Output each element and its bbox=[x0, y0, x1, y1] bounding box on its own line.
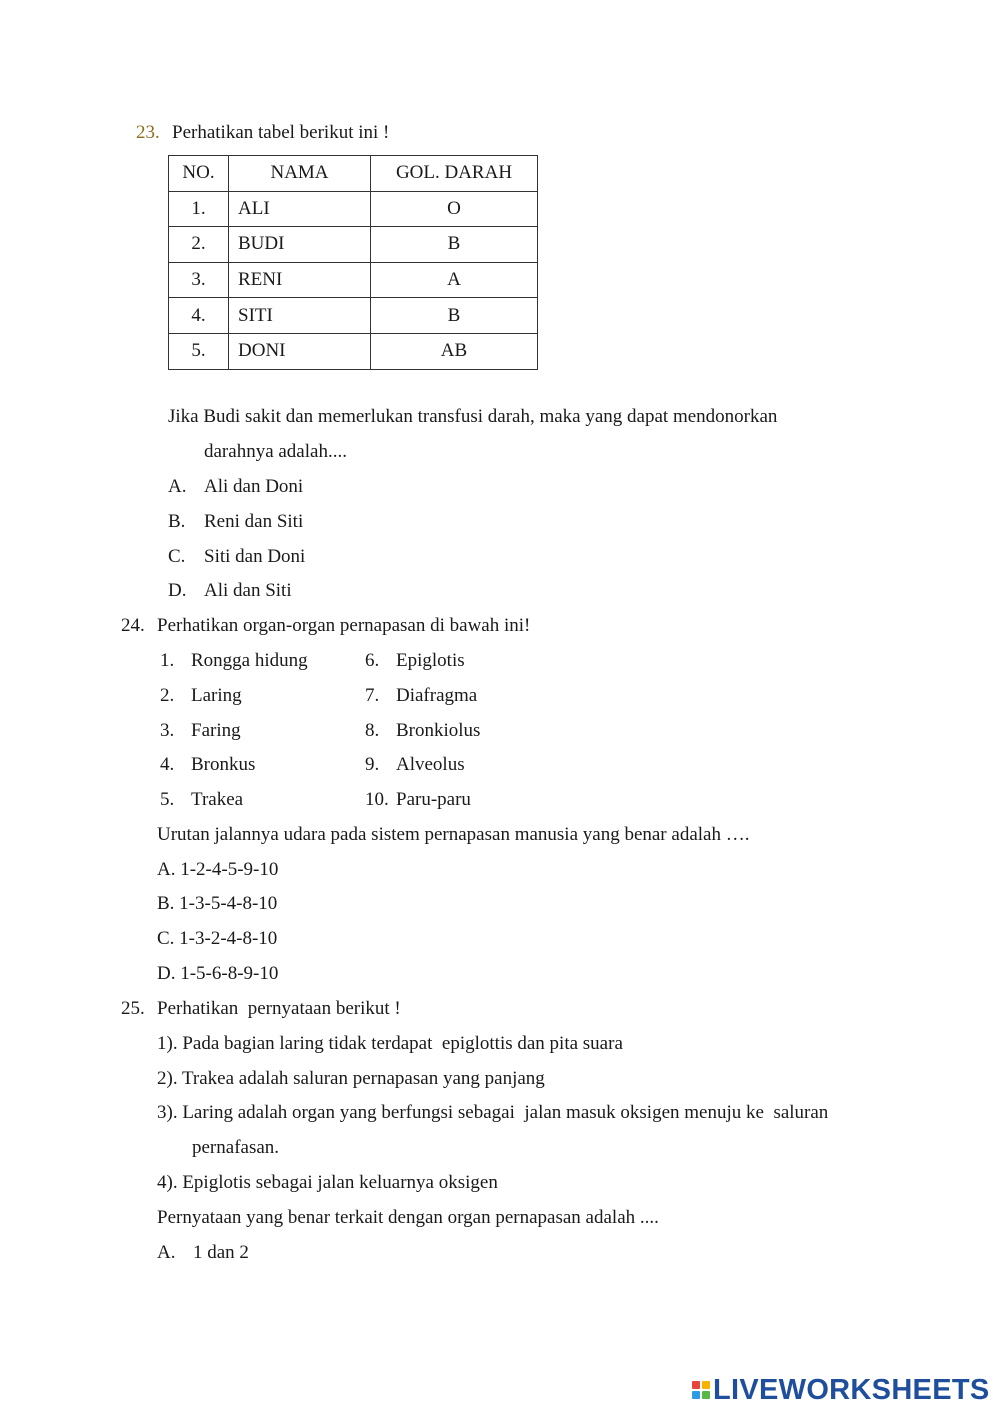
table-cell-no: 5. bbox=[169, 333, 229, 369]
q24-number: 24. bbox=[121, 615, 145, 636]
logo-mark-square bbox=[692, 1381, 700, 1389]
q23-question-line1: Jika Budi sakit dan memerlukan transfusi darah, maka yang dapat mendonorkan bbox=[168, 406, 778, 427]
q25-option-a-letter: A. bbox=[157, 1242, 176, 1263]
table-cell-no: 3. bbox=[169, 262, 229, 298]
table-cell-gol-darah: A bbox=[371, 262, 538, 298]
q25-statement-continuation: pernafasan. bbox=[192, 1137, 280, 1158]
q24-option-a: A. 1-2-4-5-9-10 bbox=[157, 859, 279, 880]
organ-right-num: 8. bbox=[365, 720, 380, 741]
table-row bbox=[169, 227, 538, 263]
q25-prompt: Perhatikan pernyataan berikut ! bbox=[157, 998, 401, 1019]
table-cell-gol-darah: B bbox=[371, 298, 538, 334]
q24-prompt: Perhatikan organ-organ pernapasan di bawah ini! bbox=[157, 615, 531, 636]
table-cell-nama: BUDI bbox=[229, 227, 371, 263]
table-cell-no: 1. bbox=[169, 191, 229, 227]
organ-left-num: 5. bbox=[160, 789, 175, 810]
organ-right-num: 6. bbox=[365, 650, 380, 671]
table-header-row bbox=[169, 156, 538, 192]
q24-option-c: C. 1-3-2-4-8-10 bbox=[157, 928, 278, 949]
organ-right-num: 9. bbox=[365, 754, 380, 775]
organ-left-name: Trakea bbox=[191, 789, 244, 810]
table-cell-nama: DONI bbox=[229, 333, 371, 369]
q23-option-a-letter: A. bbox=[168, 476, 187, 497]
table-row bbox=[169, 333, 538, 369]
q25-statement: 2). Trakea adalah saluran pernapasan yang panjang bbox=[157, 1068, 545, 1089]
q23-option-b-letter: B. bbox=[168, 511, 186, 532]
organ-left-num: 3. bbox=[160, 720, 175, 741]
blood-type-table bbox=[168, 155, 538, 370]
q23-option-c-text: Siti dan Doni bbox=[204, 546, 306, 567]
table-header-nama: NAMA bbox=[229, 156, 371, 192]
logo-mark-square bbox=[702, 1391, 710, 1399]
table-cell-nama: SITI bbox=[229, 298, 371, 334]
table-cell-nama: RENI bbox=[229, 262, 371, 298]
table-cell-no: 4. bbox=[169, 298, 229, 334]
table-row bbox=[169, 262, 538, 298]
q25-statement: 4). Epiglotis sebagai jalan keluarnya oksigen bbox=[157, 1172, 498, 1193]
organ-left-name: Faring bbox=[191, 720, 241, 741]
q23-option-a-text: Ali dan Doni bbox=[204, 476, 304, 497]
q23-option-d-letter: D. bbox=[168, 580, 187, 601]
q24-question: Urutan jalannya udara pada sistem pernapasan manusia yang benar adalah …. bbox=[157, 824, 750, 845]
q25-statement: 1). Pada bagian laring tidak terdapat epiglottis dan pita suara bbox=[157, 1033, 623, 1054]
q23-prompt: Perhatikan tabel berikut ini ! bbox=[172, 122, 390, 143]
logo-text: LIVEWORKSHEETS bbox=[713, 1373, 990, 1406]
q25-question: Pernyataan yang benar terkait dengan organ pernapasan adalah .... bbox=[157, 1207, 659, 1228]
organ-right-name: Epiglotis bbox=[396, 650, 465, 671]
q23-option-c-letter: C. bbox=[168, 546, 186, 567]
table-header-gol-darah: GOL. DARAH bbox=[371, 156, 538, 192]
table-header-no: NO. bbox=[169, 156, 229, 192]
table-row bbox=[169, 298, 538, 334]
q23-question-line2: darahnya adalah.... bbox=[204, 441, 347, 462]
logo-mark-square bbox=[692, 1391, 700, 1399]
liveworksheets-logo bbox=[692, 1373, 990, 1407]
organ-left-num: 2. bbox=[160, 685, 175, 706]
table-cell-gol-darah: O bbox=[371, 191, 538, 227]
table-cell-gol-darah: AB bbox=[371, 333, 538, 369]
q23-option-b-text: Reni dan Siti bbox=[204, 511, 304, 532]
q23-number: 23. bbox=[136, 122, 160, 143]
q24-option-d: D. 1-5-6-8-9-10 bbox=[157, 963, 279, 984]
organ-left-num: 1. bbox=[160, 650, 175, 671]
q25-statement: 3). Laring adalah organ yang berfungsi sebagai jalan masuk oksigen menuju ke saluran bbox=[157, 1102, 829, 1123]
organ-right-num: 10. bbox=[365, 789, 389, 810]
organ-left-name: Laring bbox=[191, 685, 242, 706]
q23-option-d-text: Ali dan Siti bbox=[204, 580, 292, 601]
table-cell-gol-darah: B bbox=[371, 227, 538, 263]
organ-left-name: Rongga hidung bbox=[191, 650, 308, 671]
organ-right-name: Paru-paru bbox=[396, 789, 471, 810]
q25-number: 25. bbox=[121, 998, 145, 1019]
logo-mark-square bbox=[702, 1381, 710, 1389]
table-row bbox=[169, 191, 538, 227]
q24-option-b: B. 1-3-5-4-8-10 bbox=[157, 893, 278, 914]
table-cell-no: 2. bbox=[169, 227, 229, 263]
organ-right-name: Diafragma bbox=[396, 685, 478, 706]
organ-right-name: Alveolus bbox=[396, 754, 465, 775]
q25-option-a-text: 1 dan 2 bbox=[193, 1242, 249, 1263]
organ-right-name: Bronkiolus bbox=[396, 720, 481, 741]
organ-right-num: 7. bbox=[365, 685, 380, 706]
table-cell-nama: ALI bbox=[229, 191, 371, 227]
organ-left-name: Bronkus bbox=[191, 754, 256, 775]
logo-mark-icon bbox=[692, 1381, 710, 1399]
organ-left-num: 4. bbox=[160, 754, 175, 775]
